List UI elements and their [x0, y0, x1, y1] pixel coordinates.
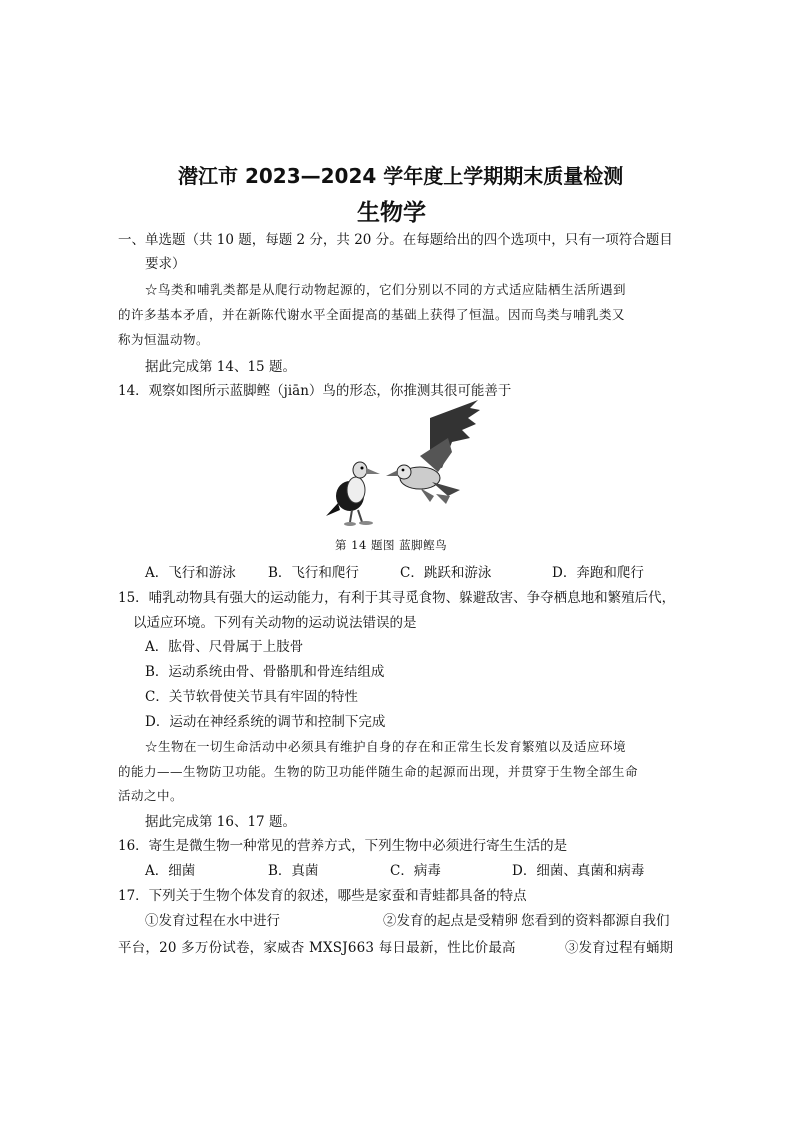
- passage-1-instruction: 据此完成第 14、15 题。: [145, 359, 296, 375]
- passage-1-line: 称为恒温动物。: [118, 332, 210, 347]
- passage-2-line: 活动之中。: [118, 788, 184, 803]
- question-17-option-1: ①发育过程在水中进行: [145, 913, 280, 929]
- standing-bird: [326, 462, 380, 526]
- question-15-stem-cont: 以适应环境。下列有关动物的运动说法错误的是: [133, 615, 417, 631]
- section-heading-cont: 要求）: [145, 256, 186, 272]
- subject-title: 生物学: [357, 200, 426, 226]
- question-15-option-d: D．运动在神经系统的调节和控制下完成: [145, 714, 386, 730]
- question-17-option-3: ③发育过程有蛹期: [565, 940, 673, 956]
- passage-1-line: ☆鸟类和哺乳类都是从爬行动物起源的，它们分别以不同的方式适应陆栖生活所遇到: [145, 282, 627, 297]
- question-14-option-a: A．飞行和游泳: [145, 565, 236, 581]
- question-16-option-d: D．细菌、真菌和病毒: [512, 863, 645, 879]
- question-17-stem: 17．下列关于生物个体发育的叙述，哪些是家蚕和青蛙都具备的特点: [118, 888, 527, 904]
- page-title: 潜江市 2023—2024 学年度上学期期末质量检测: [178, 164, 624, 188]
- question-16-stem: 16．寄生是微生物一种常见的营养方式，下列生物中必须进行寄生生活的是: [118, 838, 568, 854]
- figure-caption: 第 14 题图 蓝脚鲣鸟: [335, 538, 448, 552]
- question-15-stem: 15．哺乳动物具有强大的运动能力，有利于其寻觅食物、躲避敌害、争夺栖息地和繁殖后代，: [118, 590, 676, 606]
- passage-2-line: ☆生物在一切生命活动中必须具有维护自身的存在和正常生长发育繁殖以及适应环境: [145, 739, 627, 754]
- section-heading: 一、单选题（共 10 题，每题 2 分，共 20 分。在每题给出的四个选项中，只有一项符合题目: [118, 232, 673, 248]
- question-16-option-c: C．病毒: [390, 863, 441, 879]
- question-14-option-b: B．飞行和爬行: [268, 565, 359, 581]
- watermark-ad-text: 您看到的资料都源自我们: [521, 913, 670, 929]
- question-14-stem: 14．观察如图所示蓝脚鲣（jiān）鸟的形态，你推测其很可能善于: [118, 383, 512, 399]
- question-15-option-c: C．关节软骨使关节具有牢固的特性: [145, 689, 358, 705]
- question-16-option-a: A．细菌: [145, 863, 196, 879]
- flying-bird: [386, 400, 480, 504]
- watermark-ad-line: 平台，20 多万份试卷，家威杏 MXSJ663 每日最新，性比价最高: [118, 940, 516, 956]
- question-14-option-c: C．跳跃和游泳: [400, 565, 492, 581]
- question-15-option-a: A．肱骨、尺骨属于上肢骨: [145, 639, 304, 655]
- passage-2-line: 的能力——生物防卫功能。生物的防卫功能伴随生命的起源而出现，并贯穿于生物全部生命: [118, 764, 639, 779]
- question-16-option-b: B．真菌: [268, 863, 319, 879]
- question-17-option-2: ②发育的起点是受精卵: [383, 913, 518, 929]
- blue-footed-booby-image: [320, 398, 485, 530]
- passage-1-line: 的许多基本矛盾，并在新陈代谢水平全面提高的基础上获得了恒温。因而鸟类与哺乳类又: [118, 307, 626, 322]
- question-15-option-b: B．运动系统由骨、骨骼肌和骨连结组成: [145, 664, 385, 680]
- question-14-option-d: D．奔跑和爬行: [552, 565, 644, 581]
- passage-2-instruction: 据此完成第 16、17 题。: [145, 814, 296, 830]
